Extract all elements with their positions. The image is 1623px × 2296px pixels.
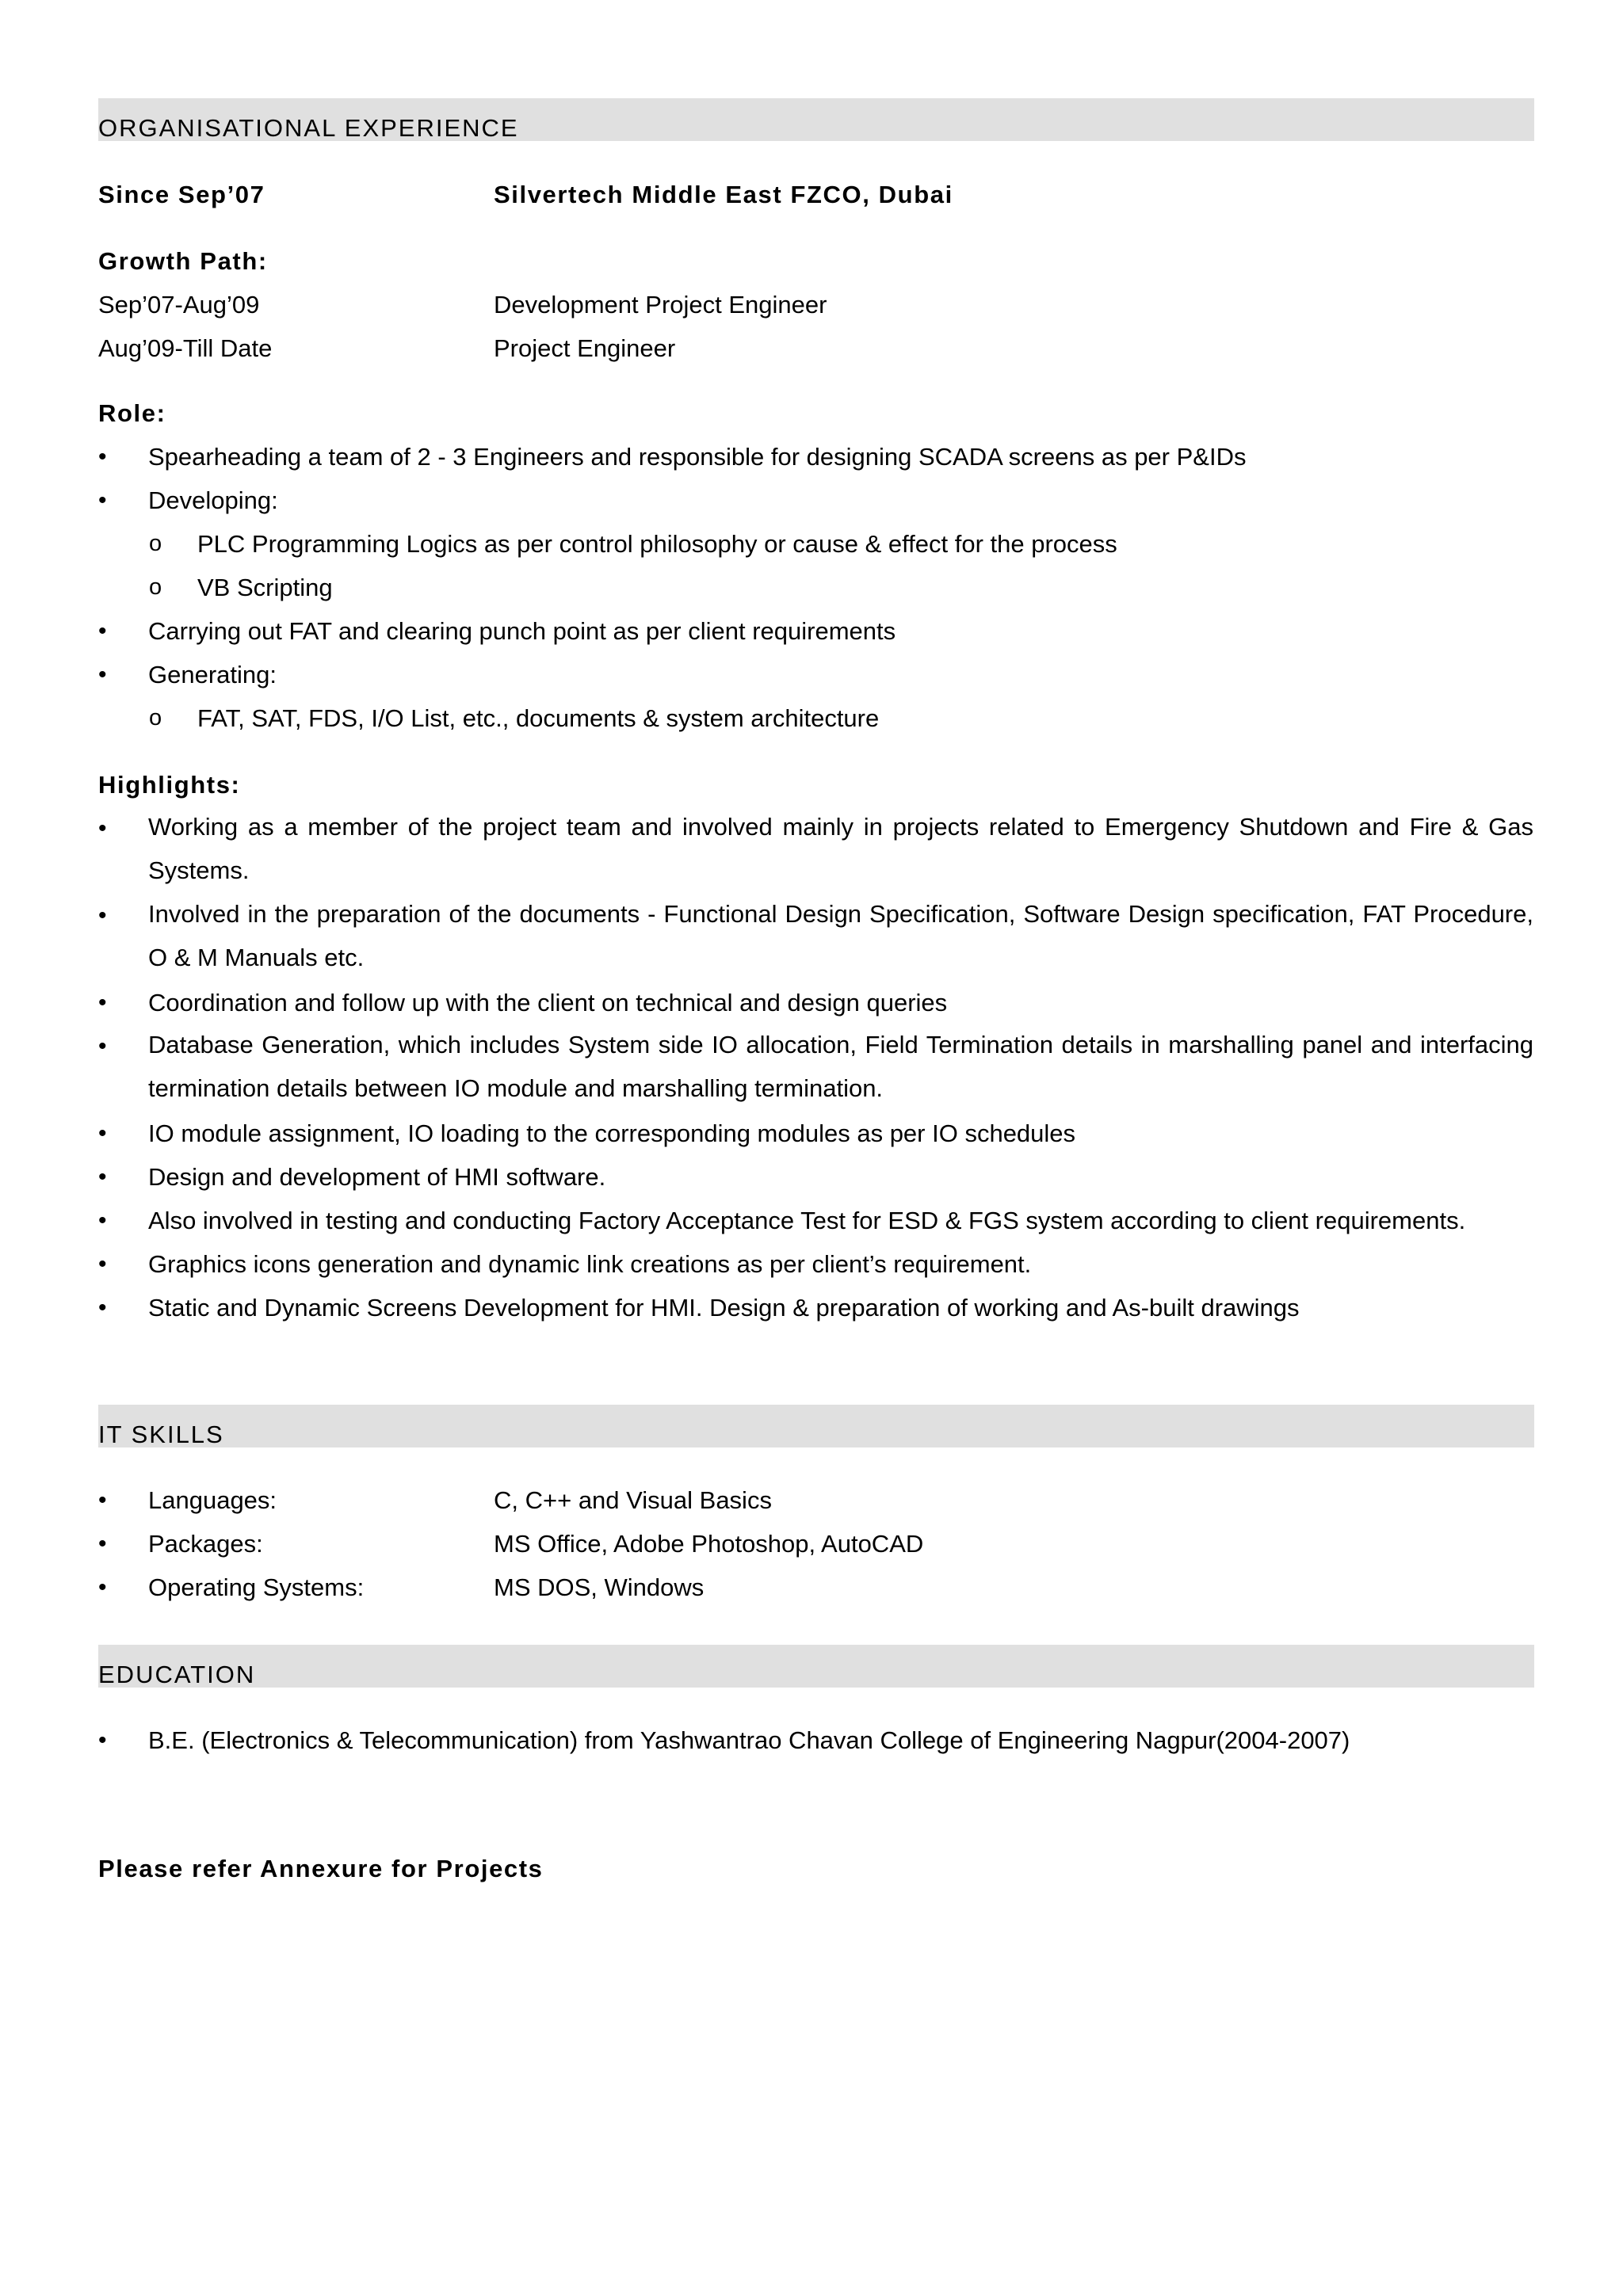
highlight-item: Graphics icons generation and dynamic link creations as per client’s requirement. xyxy=(148,1250,1032,1278)
bullet-icon: • xyxy=(98,1531,107,1557)
growth-period: Aug’09-Till Date xyxy=(98,334,273,362)
role-item: Developing: xyxy=(148,486,278,514)
growth-period: Sep’07-Aug’09 xyxy=(98,291,260,318)
bullet-icon: • xyxy=(98,1487,107,1513)
employment-company: Silvertech Middle East FZCO, Dubai xyxy=(494,181,953,208)
highlight-item: Coordination and follow up with the client on technical and design queries xyxy=(148,989,948,1016)
annexure-note: Please refer Annexure for Projects xyxy=(98,1855,544,1882)
highlights-heading: Highlights: xyxy=(98,771,241,799)
section-title: ORGANISATIONAL EXPERIENCE xyxy=(98,114,519,142)
section-title: EDUCATION xyxy=(98,1661,256,1688)
role-subitem: FAT, SAT, FDS, I/O List, etc., documents & system architecture xyxy=(197,704,880,732)
role-item: Generating: xyxy=(148,661,277,688)
education-item: B.E. (Electronics & Telecommunication) from Yashwantrao Chavan College of Engineering Nagpur(2004-2007) xyxy=(148,1726,1350,1754)
bullet-icon: • xyxy=(98,1295,107,1321)
growth-path-heading: Growth Path: xyxy=(98,247,268,275)
bullet-icon: • xyxy=(98,1033,107,1059)
skill-value: MS Office, Adobe Photoshop, AutoCAD xyxy=(494,1530,924,1558)
highlight-item: Design and development of HMI software. xyxy=(148,1163,606,1191)
role-subitem: PLC Programming Logics as per control philosophy or cause & effect for the process xyxy=(197,530,1117,558)
bullet-icon: • xyxy=(98,902,107,929)
bullet-icon: • xyxy=(98,1164,107,1190)
section-header-education xyxy=(98,1645,1534,1688)
sub-bullet-icon: o xyxy=(149,705,162,730)
bullet-icon: • xyxy=(98,990,107,1016)
bullet-icon: • xyxy=(98,1574,107,1600)
bullet-icon: • xyxy=(98,1727,107,1753)
bullet-icon: • xyxy=(98,662,107,688)
skill-value: MS DOS, Windows xyxy=(494,1573,705,1601)
sub-bullet-icon: o xyxy=(149,574,162,600)
skill-label: Packages: xyxy=(148,1530,263,1558)
role-heading: Role: xyxy=(98,399,166,427)
growth-title: Project Engineer xyxy=(494,334,676,362)
highlight-item: IO module assignment, IO loading to the corresponding modules as per IO schedules xyxy=(148,1119,1076,1147)
role-subitem: VB Scripting xyxy=(197,574,333,601)
highlight-item: Involved in the preparation of the documents - Functional Design Specification, Software Design specification, FAT Procedure, O & M Manuals etc. xyxy=(148,900,1533,971)
highlight-item: Static and Dynamic Screens Development for HMI. Design & preparation of working and As-built drawings xyxy=(148,1294,1300,1322)
role-item: Carrying out FAT and clearing punch point as per client requirements xyxy=(148,617,896,645)
bullet-icon: • xyxy=(98,1207,107,1234)
skill-value: C, C++ and Visual Basics xyxy=(494,1486,772,1514)
highlight-item: Database Generation, which includes System side IO allocation, Field Termination details in marshalling panel and interfacing termination details between IO module and marshalling termination. xyxy=(148,1031,1533,1102)
section-header-experience xyxy=(98,98,1534,141)
growth-title: Development Project Engineer xyxy=(494,291,827,318)
skill-label: Languages: xyxy=(148,1486,277,1514)
section-header-it-skills xyxy=(98,1405,1534,1447)
bullet-icon: • xyxy=(98,1251,107,1277)
bullet-icon: • xyxy=(98,1120,107,1146)
bullet-icon: • xyxy=(98,618,107,644)
highlight-item: Also involved in testing and conducting Factory Acceptance Test for ESD & FGS system according to client requirements. xyxy=(148,1207,1466,1234)
skill-label: Operating Systems: xyxy=(148,1573,365,1601)
role-item: Spearheading a team of 2 - 3 Engineers and responsible for designing SCADA screens as per P&IDs xyxy=(148,443,1247,471)
section-title: IT SKILLS xyxy=(98,1421,224,1448)
employment-since: Since Sep’07 xyxy=(98,181,265,208)
sub-bullet-icon: o xyxy=(149,531,162,556)
highlight-item: Working as a member of the project team and involved mainly in projects related to Emergency Shutdown and Fire & Gas Systems. xyxy=(148,813,1533,884)
bullet-icon: • xyxy=(98,487,107,513)
bullet-icon: • xyxy=(98,815,107,841)
bullet-icon: • xyxy=(98,444,107,470)
